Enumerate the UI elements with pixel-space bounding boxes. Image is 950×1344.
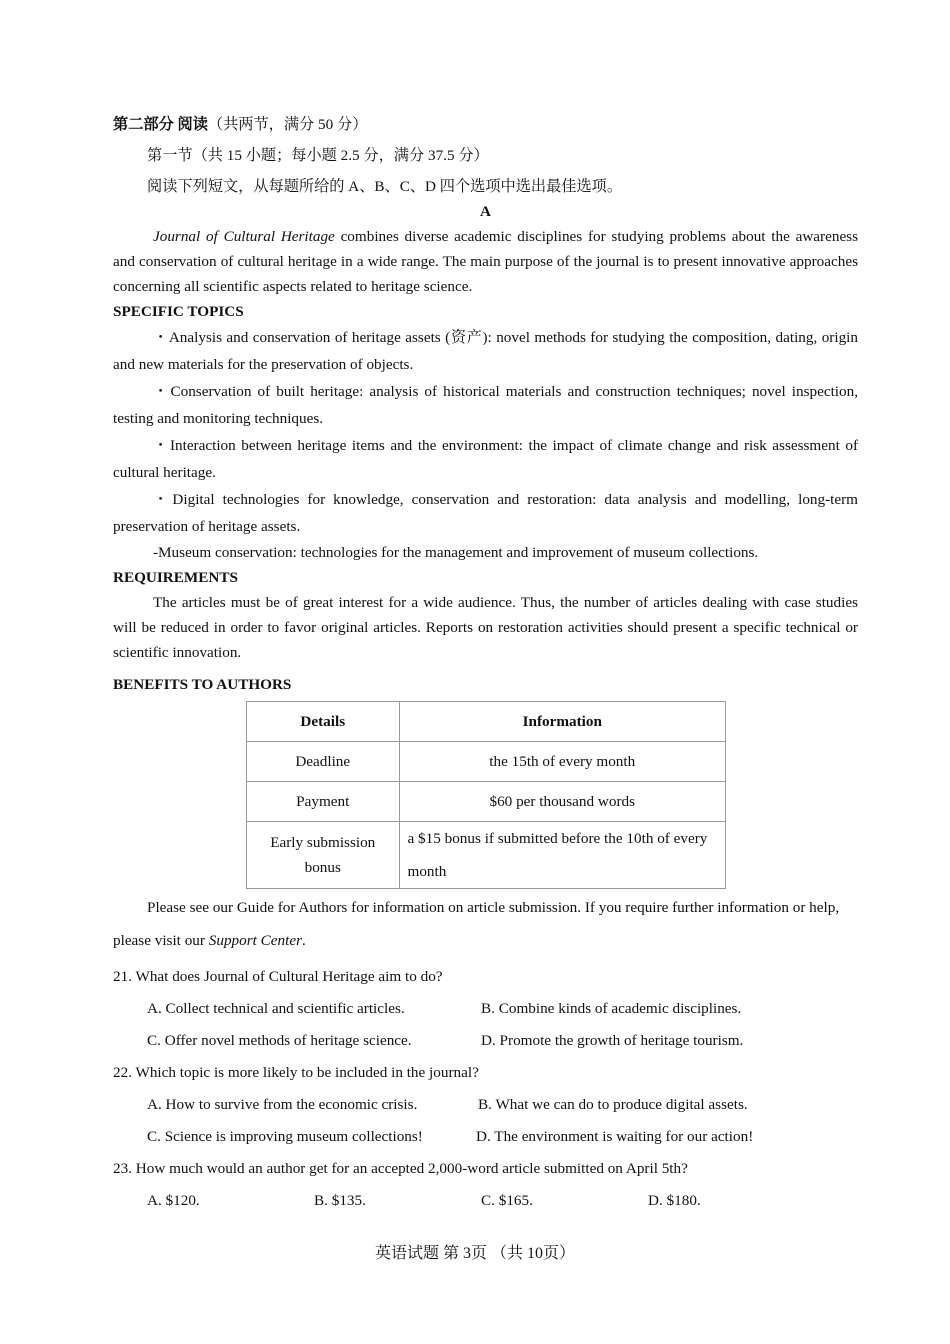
intro-paragraph <box>113 224 858 299</box>
option: D. The environment is waiting for our action! <box>476 1128 754 1145</box>
table-cell: Payment <box>247 782 400 822</box>
part-title-rest: （共两节，满分 50 分） <box>207 116 368 133</box>
question-stem: 21. What does Journal of Cultural Heritage aim to do? <box>113 968 443 985</box>
table-cell: the 15th of every month <box>399 742 726 782</box>
table-row <box>247 822 726 889</box>
intro-text: combines diverse academic disciplines for studying problems about the awareness and conservation of cultural heritage in a wide range. The main purpose of the journal is to present innovative approaches concerning all scientific aspects related to heritage science. <box>113 228 859 295</box>
page-footer: 英语试题 第 3页 （共 10页） <box>374 1245 575 1262</box>
option: B. What we can do to produce digital assets. <box>478 1096 748 1113</box>
topic-item: ・Digital technologies for knowledge, conservation and restoration: data analysis and modelling, long-term preservation of heritage assets. <box>113 491 858 535</box>
topic-item: ・Conservation of built heritage: analysis of historical materials and construction techniques; novel inspection, testing and monitoring techniques. <box>113 383 858 427</box>
table-header: Information <box>399 702 726 742</box>
support-center-link: Support Center <box>208 932 302 949</box>
option: D. $180. <box>648 1192 701 1209</box>
option: A. Collect technical and scientific articles. <box>147 1000 405 1017</box>
option-row <box>113 1028 858 1053</box>
part-title-bold: 第二部分 阅读 <box>113 116 208 133</box>
closing-paragraph <box>113 891 858 957</box>
requirements-heading: REQUIREMENTS <box>113 569 238 586</box>
journal-name: Journal of Cultural Heritage <box>153 228 335 245</box>
option: A. $120. <box>147 1192 200 1209</box>
exam-page <box>113 112 858 1213</box>
topic-item: ・Interaction between heritage items and the environment: the impact of climate change and risk assessment of cultural heritage. <box>113 437 858 481</box>
option: B. $135. <box>314 1192 366 1209</box>
requirements-text: The articles must be of great interest for a wide audience. Thus, the number of articles dealing with case studies will be reduced in order to favor original articles. Reports on restoration activities should present a specific technical or scientific innovation. <box>113 594 858 661</box>
part-title <box>113 112 858 137</box>
passage-letter: A <box>480 203 491 220</box>
option: A. How to survive from the economic crisis. <box>147 1096 418 1113</box>
option-row <box>113 996 858 1021</box>
topics-heading: SPECIFIC TOPICS <box>113 303 244 320</box>
table-header: Details <box>247 702 400 742</box>
closing-end: . <box>301 932 306 949</box>
option: B. Combine kinds of academic disciplines. <box>481 1000 742 1017</box>
option: D. Promote the growth of heritage tourism. <box>481 1032 744 1049</box>
question-stem: 23. How much would an author get for an accepted 2,000-word article submitted on April 5th? <box>113 1160 688 1177</box>
closing-text: Please see our Guide for Authors for information on article submission. If you require further information or help, please visit our <box>113 899 840 949</box>
option-row <box>113 1188 858 1213</box>
option: C. Offer novel methods of heritage science. <box>147 1032 412 1049</box>
option: C. Science is improving museum collections! <box>147 1128 423 1145</box>
question-stem: 22. Which topic is more likely to be included in the journal? <box>113 1064 479 1081</box>
option: C. $165. <box>481 1192 533 1209</box>
benefits-heading: BENEFITS TO AUTHORS <box>113 676 292 693</box>
option-row <box>113 1124 858 1149</box>
table-row <box>247 782 726 822</box>
topic-item: ・Analysis and conservation of heritage assets (资产): novel methods for studying the composition, dating, origin and new materials for the preservation of objects. <box>113 329 858 373</box>
table-cell: $60 per thousand words <box>399 782 726 822</box>
table-cell: Early submission bonus <box>247 822 400 889</box>
benefits-table <box>246 701 726 889</box>
table-cell: Deadline <box>247 742 400 782</box>
table-cell: a $15 bonus if submitted before the 10th of every month <box>399 822 726 889</box>
instruction: 阅读下列短文，从每题所给的 A、B、C、D 四个选项中选出最佳选项。 <box>147 178 623 195</box>
table-header-row <box>247 702 726 742</box>
option-row <box>113 1092 858 1117</box>
table-row <box>247 742 726 782</box>
section-line: 第一节（共 15 小题；每小题 2.5 分，满分 37.5 分） <box>147 147 489 164</box>
topic-item: -Museum conservation: technologies for the management and improvement of museum collections. <box>153 544 759 561</box>
